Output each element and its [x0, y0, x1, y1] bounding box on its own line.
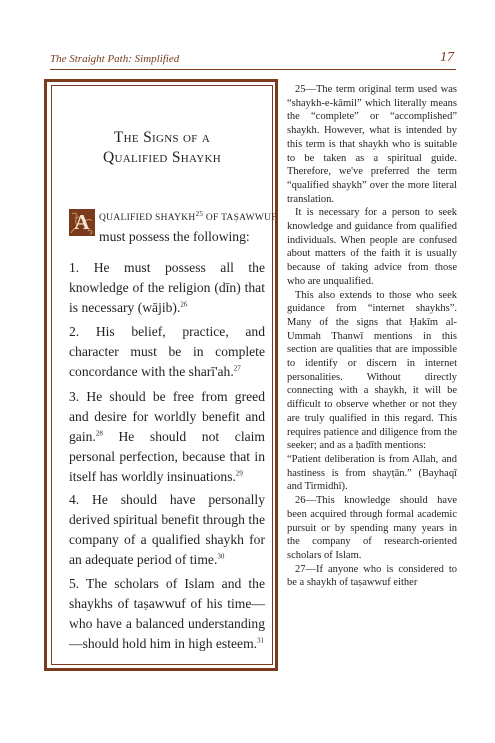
footnote-ref: 26: [180, 300, 188, 309]
list-item-text: 1. He must possess all the knowledge of the religion (dīn) that is necessary (wājib).: [69, 260, 265, 315]
list-item-1: [69, 258, 265, 318]
dropcap-ornament: [69, 209, 95, 236]
intro-rest: must possess the following:: [99, 229, 250, 244]
footnote-ref: 25: [195, 209, 204, 218]
note-paragraph: It is necessary for a person to seek knowledge and guidance from qualified individuals. When people are confused about matters of the faith it is usually because of taking advice from those who are unqualified.: [287, 207, 457, 287]
footnote-ref: 27: [233, 364, 241, 373]
box-heading-line-1: The Signs of a: [113, 129, 211, 146]
running-header: [50, 50, 454, 69]
intro-caps-tail: OF TAṢAWWUF: [203, 213, 277, 223]
note-25: 25—The term original term used was “shaykh-e-kāmil” which literally means the “complete” or “accomplished” shaykh. However, what is intended by this term is that shaykh who is suitable to be taken as a spiritual guide. Therefore, we've preferred the term “qualified shaykh” over the more literal translation.: [287, 84, 457, 205]
list-item-5: [69, 574, 265, 654]
note-26: 26—This knowledge should have been acquired through formal academic pursuit or by spending many years in the company of research-oriented scholars of Islam.: [287, 495, 457, 561]
list-item-text: 4. He should have personally derived spiritual benefit through the company of a qualified shaykh for an adequate period of time.: [69, 492, 265, 567]
list-item-text: 3. He should be free from greed and desire for worldly benefit and gain.: [69, 389, 265, 444]
box-heading-line-2: Qualified Shaykh: [103, 149, 221, 166]
list-item-3: [69, 387, 265, 487]
footnote-ref: 28: [95, 429, 103, 438]
footnote-ref: 31: [257, 636, 265, 645]
list-item-4: [69, 490, 265, 570]
list-item-text: 2. His belief, practice, and character must be in complete concordance with the sharī'ah.: [69, 324, 265, 379]
intro-caps: QUALIFIED SHAYKH: [99, 213, 196, 223]
notes-column: [287, 83, 457, 590]
intro-line: [99, 211, 279, 225]
list-item-text: 5. The scholars of Islam and the shaykhs of taṣawwuf of his time—who have a balanced understanding—should hold him in high esteem.: [69, 576, 265, 651]
book-title: The Straight Path: Simplified: [50, 53, 180, 65]
note-27: 27—If anyone who is considered to be a shaykh of taṣawwuf either: [287, 563, 457, 589]
footnote-ref: 29: [235, 469, 243, 478]
hadith-quote: “Patient deliberation is from Allah, and hastiness is from shayṭān.” (Bayhaqī and Tirmidhī).: [287, 453, 457, 493]
header-rule: [50, 69, 456, 70]
note-paragraph: This also extends to those who seek guidance from “internet shaykhs”. Many of the signs that Ḥakīm al-Ummah Thanwī mentions in this section are qualities that are impossible to identify or discern in internet personalities. Without directly connecting with a shaykh, it will be difficult to observe whether or not they are truly qualified in this regard. This requires patience and diligence from the seeker; and as a ḥadīth mentions:: [287, 289, 457, 452]
footnote-ref: 30: [217, 552, 225, 561]
page-number: 17: [440, 50, 454, 65]
list-item-text-cont: He should not claim personal perfection, because that in itself has worldly insinuations.: [69, 429, 265, 484]
list-item-2: [69, 322, 265, 382]
box-heading: [51, 128, 273, 168]
dropcap-letter: A: [74, 210, 90, 234]
